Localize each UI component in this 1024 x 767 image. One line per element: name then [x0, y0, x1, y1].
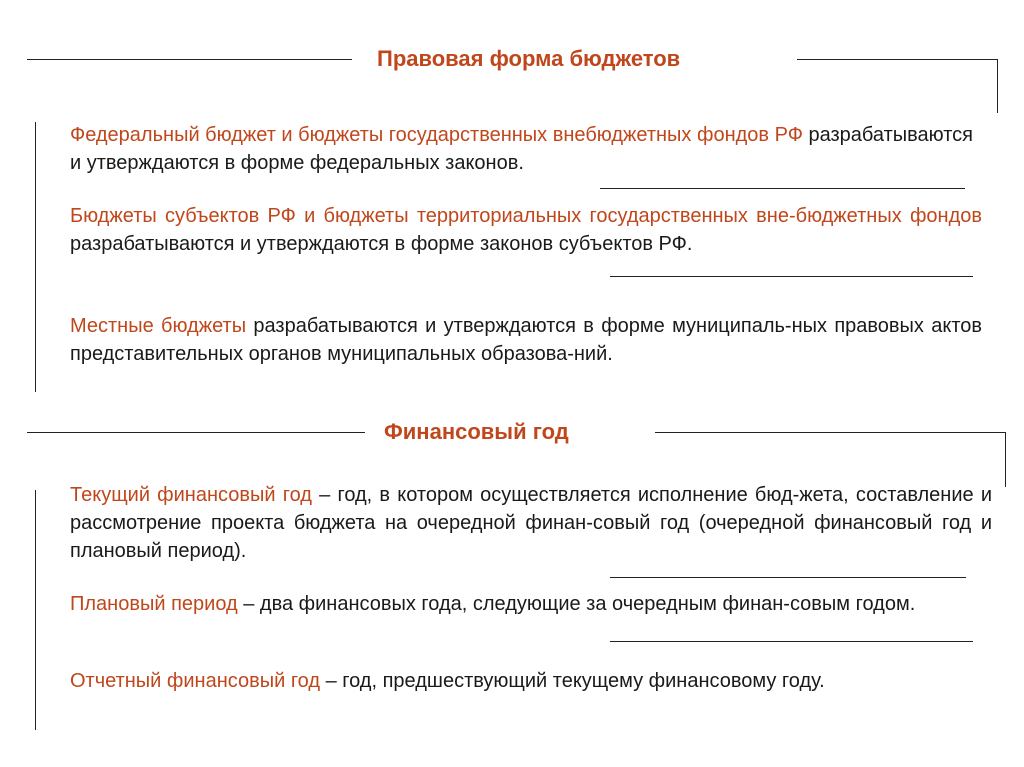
section1-item-federal-underline: [600, 188, 965, 189]
section1-item-federal: [70, 121, 973, 177]
section2-rule-right: [655, 432, 1005, 433]
section2-title: Финансовый год: [384, 419, 569, 444]
section1-item-federal-text: разрабатываются и утверждаются в форме федеральных законов.: [70, 124, 973, 174]
section1-item-local: [70, 312, 982, 368]
section1-frame-right-vertical: [997, 59, 998, 113]
section1-item-local-text: разрабатываются и утверждаются в форме муниципаль-ных правовых актов представительных органов муниципальных образова-ний.: [70, 315, 983, 365]
section2-item-current-year-underline: [610, 577, 966, 578]
section2-item-planned-period: [70, 590, 992, 618]
section2-item-planned-period-term: Плановый период: [70, 593, 238, 615]
section1-item-regional: [70, 202, 982, 258]
section1-title: Правовая форма бюджетов: [377, 46, 681, 71]
section1-item-local-term: Местные бюджеты: [70, 315, 247, 337]
section1-frame-left-vertical: [35, 122, 36, 392]
section2-item-reporting-year-term: Отчетный финансовый год: [70, 670, 321, 692]
section2-item-current-year: [70, 481, 992, 565]
section1-item-federal-term: Федеральный бюджет и бюджеты государственных внебюджетных фондов РФ: [70, 124, 803, 146]
section2-item-reporting-year-text: – год, предшествующий текущему финансовому году.: [320, 670, 825, 692]
section2-frame-left-vertical: [35, 490, 36, 730]
section2-item-planned-period-text: – два финансовых года, следующие за очередным финан-совым годом.: [237, 593, 916, 615]
section2-frame-right-vertical: [1005, 432, 1006, 487]
section2-item-reporting-year: [70, 667, 975, 695]
section1-item-regional-term: Бюджеты субъектов РФ и бюджеты территориальных государственных вне-бюджетных фондов: [70, 205, 982, 227]
section2-item-current-year-term: Текущий финансовый год: [70, 484, 312, 506]
section1-rule-right: [797, 59, 997, 60]
section2-item-planned-period-underline: [610, 641, 973, 642]
section2-rule-left: [27, 432, 365, 433]
section1-rule-left: [27, 59, 352, 60]
section1-item-regional-underline: [610, 276, 973, 277]
section1-item-regional-text: разрабатываются и утверждаются в форме законов субъектов РФ.: [70, 233, 693, 255]
section2-item-current-year-text: – год, в котором осуществляется исполнение бюд-жета, составление и рассмотрение проекта бюджета на очередной финан-совый год (очередной финансовый год и плановый период).: [70, 484, 992, 562]
